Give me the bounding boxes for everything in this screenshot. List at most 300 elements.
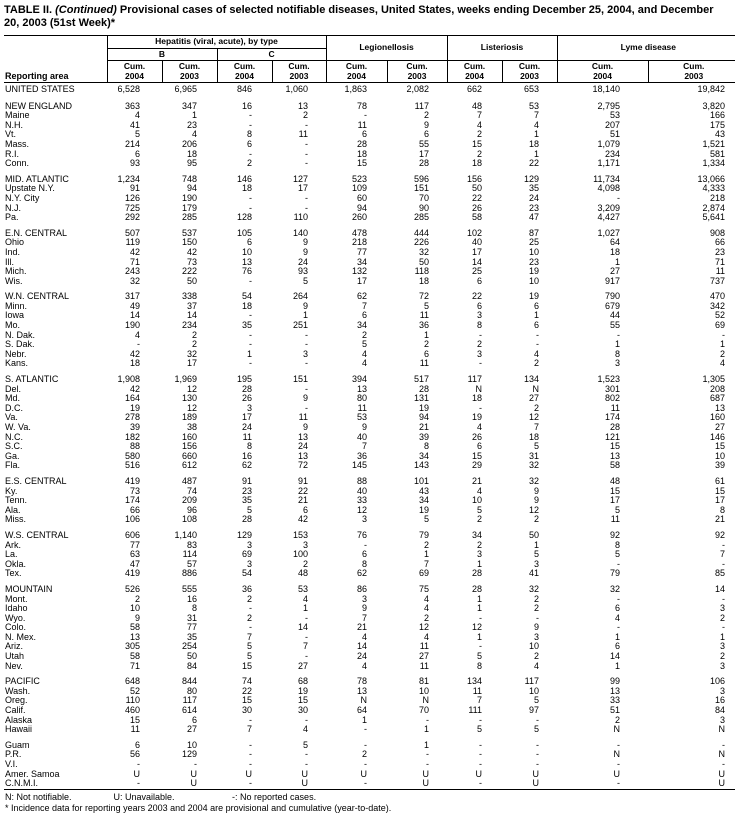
value-cell: 18 xyxy=(472,394,483,404)
value-cell: 1,305 xyxy=(702,374,726,385)
value-cell: 174 xyxy=(605,413,621,423)
value-cell: 2 xyxy=(424,340,430,350)
value-cell: 260 xyxy=(351,213,368,223)
value-cell: 301 xyxy=(605,384,621,394)
value-cell: 10 xyxy=(241,247,252,257)
value-cell: 1,521 xyxy=(702,139,726,149)
reporting-area-cell: W.S. CENTRAL xyxy=(5,529,69,540)
value-cell: 2 xyxy=(477,130,483,140)
value-cell: - xyxy=(249,779,252,789)
value-cell: 2 xyxy=(303,559,309,569)
value-cell: 278 xyxy=(124,413,140,423)
value-cell: 537 xyxy=(181,227,197,238)
value-cell: 39 xyxy=(419,432,430,442)
value-cell: U xyxy=(301,769,309,779)
value-cell: 3 xyxy=(477,550,483,560)
value-cell: 129 xyxy=(236,529,252,540)
value-cell: 61 xyxy=(715,475,726,486)
table-row xyxy=(4,442,735,452)
value-cell: 22 xyxy=(298,486,309,496)
value-cell: 1,334 xyxy=(702,159,726,169)
value-cell: 21 xyxy=(419,423,430,432)
value-cell: 679 xyxy=(605,301,621,311)
value-cell: 44 xyxy=(610,311,621,321)
value-cell: 5 xyxy=(246,652,252,662)
col-group-hepatitis: Hepatitis (viral, acute), by type xyxy=(107,36,326,49)
value-cell: 87 xyxy=(529,227,540,238)
value-cell: - xyxy=(536,330,540,340)
value-cell: 11 xyxy=(419,661,430,671)
col-header-reporting-area: Reporting area xyxy=(4,36,107,83)
value-cell: 62 xyxy=(357,291,368,302)
value-cell: 4 xyxy=(477,120,483,130)
value-cell: - xyxy=(617,779,621,789)
value-cell: 517 xyxy=(414,374,430,385)
reporting-area-cell: Idaho xyxy=(5,604,28,614)
value-cell: 150 xyxy=(181,238,197,248)
value-cell: 14 xyxy=(357,642,368,652)
reporting-area-cell: Del. xyxy=(5,384,22,394)
value-cell: 58 xyxy=(472,213,483,223)
value-cell: 35 xyxy=(186,632,197,642)
value-cell: 32 xyxy=(129,276,140,286)
value-cell: - xyxy=(305,359,309,369)
value-cell: 5 xyxy=(303,739,309,750)
value-cell: 160 xyxy=(710,413,726,423)
value-cell: 17 xyxy=(298,184,309,194)
reporting-area-cell: Ga. xyxy=(5,451,20,461)
table-row xyxy=(4,496,735,506)
value-cell: 5 xyxy=(615,550,621,560)
value-cell: 1 xyxy=(534,311,540,321)
value-cell: N xyxy=(613,750,621,760)
value-cell: 17 xyxy=(419,149,430,159)
value-cell: 1 xyxy=(615,340,621,350)
value-cell: 2 xyxy=(615,715,621,725)
value-cell: 3,820 xyxy=(702,100,726,111)
value-cell: N xyxy=(613,725,621,735)
value-cell: 99 xyxy=(610,676,621,687)
value-cell: 38 xyxy=(186,423,197,432)
value-cell: 15 xyxy=(472,139,483,149)
value-cell: - xyxy=(722,594,726,604)
value-cell: 83 xyxy=(186,540,197,550)
value-cell: 338 xyxy=(181,291,197,302)
legend-line xyxy=(5,792,732,803)
table-row xyxy=(4,150,735,160)
value-cell: 3 xyxy=(477,349,483,359)
value-cell: 195 xyxy=(236,374,252,385)
value-cell: U xyxy=(190,779,197,789)
value-cell: 30 xyxy=(241,706,252,716)
value-cell: 57 xyxy=(186,559,197,569)
value-cell: 4 xyxy=(134,330,140,340)
value-cell: 4 xyxy=(134,111,140,121)
value-cell: 70 xyxy=(419,193,430,203)
value-cell: 7 xyxy=(534,423,540,432)
value-cell: - xyxy=(249,311,252,321)
value-cell: 1 xyxy=(534,130,540,140)
reporting-area-cell: S.C. xyxy=(5,442,23,452)
value-cell: 11 xyxy=(298,413,309,423)
value-cell: 13 xyxy=(357,384,368,394)
value-cell: 23 xyxy=(529,257,540,267)
reporting-area-cell: Hawaii xyxy=(5,725,33,735)
table-row xyxy=(4,340,735,350)
reporting-area-cell: C.N.M.I. xyxy=(5,779,38,789)
reporting-area-cell: Tenn. xyxy=(5,496,28,506)
value-cell: 3 xyxy=(477,311,483,321)
reporting-area-cell: Fla. xyxy=(5,461,21,471)
value-cell: 2 xyxy=(362,330,368,340)
value-cell: 1 xyxy=(534,149,540,159)
value-cell: 27 xyxy=(419,652,430,662)
value-cell: 470 xyxy=(710,291,726,302)
value-cell: 47 xyxy=(529,213,540,223)
value-cell: 24 xyxy=(298,257,309,267)
value-cell: 130 xyxy=(181,394,197,404)
table-row xyxy=(4,331,735,341)
value-cell: - xyxy=(305,203,309,213)
value-cell: - xyxy=(249,203,252,213)
value-cell: 156 xyxy=(181,442,197,452)
value-cell: 3 xyxy=(720,604,726,614)
value-cell: 31 xyxy=(186,613,197,623)
value-cell: 6 xyxy=(477,442,483,452)
value-cell: 62 xyxy=(357,569,368,579)
value-cell: 18 xyxy=(472,159,483,169)
value-cell: - xyxy=(479,613,483,623)
value-cell: 14 xyxy=(472,257,483,267)
reporting-area-cell: W.N. CENTRAL xyxy=(5,291,70,302)
value-cell: - xyxy=(305,613,309,623)
table-row xyxy=(4,286,735,302)
value-cell: 15 xyxy=(610,442,621,452)
value-cell: 347 xyxy=(181,100,197,111)
value-cell: 106 xyxy=(710,676,726,687)
table-row xyxy=(4,696,735,706)
value-cell: 13 xyxy=(298,100,309,111)
value-cell: 9 xyxy=(303,238,309,248)
reporting-area-cell: Nev. xyxy=(5,661,23,671)
value-cell: 9 xyxy=(534,496,540,506)
reporting-area-cell: Guam xyxy=(5,739,30,750)
reporting-area-cell: Conn. xyxy=(5,159,30,169)
value-cell: - xyxy=(617,623,621,633)
value-cell: 1,060 xyxy=(285,84,309,94)
value-cell: - xyxy=(536,750,540,760)
value-cell: 1 xyxy=(477,594,483,604)
value-cell: 27 xyxy=(186,725,197,735)
value-cell: - xyxy=(249,604,252,614)
value-cell: 285 xyxy=(181,213,197,223)
table-row xyxy=(4,541,735,551)
value-cell: - xyxy=(617,559,621,569)
value-cell: 35 xyxy=(241,321,252,331)
value-cell: 10 xyxy=(529,642,540,652)
value-cell: 27 xyxy=(715,423,726,432)
value-cell: 15 xyxy=(472,451,483,461)
footnote-incidence: * Incidence data for reporting years 2003 and 2004 are provisional and cumulative (year-to-date). xyxy=(5,802,392,813)
value-cell: - xyxy=(617,193,621,203)
value-cell: 22 xyxy=(472,291,483,302)
value-cell: 1 xyxy=(424,550,430,560)
value-cell: - xyxy=(305,340,309,350)
value-cell: 305 xyxy=(124,642,140,652)
value-cell: 3 xyxy=(615,359,621,369)
value-cell: 51 xyxy=(610,130,621,140)
value-cell: 11 xyxy=(130,725,140,735)
value-cell: 32 xyxy=(529,461,540,471)
value-cell: 8 xyxy=(246,442,252,452)
table-row xyxy=(4,461,735,471)
value-cell: 581 xyxy=(710,149,726,159)
value-cell: 28 xyxy=(357,139,368,149)
value-cell: 23 xyxy=(186,120,197,130)
value-cell: 13 xyxy=(610,451,621,461)
value-cell: 9 xyxy=(362,604,368,614)
value-cell: 11 xyxy=(472,686,483,696)
value-cell: 166 xyxy=(710,111,726,121)
value-cell: 612 xyxy=(181,461,197,471)
value-cell: 1 xyxy=(720,340,726,350)
value-cell: 189 xyxy=(181,413,197,423)
value-cell: 73 xyxy=(186,257,197,267)
value-cell: 92 xyxy=(610,529,621,540)
value-cell: 94 xyxy=(419,413,430,423)
value-cell: 7 xyxy=(362,613,368,623)
value-cell: 18 xyxy=(419,276,430,286)
value-cell: 105 xyxy=(236,227,252,238)
value-cell: 5 xyxy=(134,130,140,140)
value-cell: 78 xyxy=(357,676,368,687)
value-cell: - xyxy=(137,779,140,789)
table-row xyxy=(4,248,735,258)
value-cell: 10 xyxy=(529,247,540,257)
value-cell: 91 xyxy=(129,184,140,194)
table-row xyxy=(4,404,735,414)
value-cell: 13 xyxy=(298,451,309,461)
value-cell: 72 xyxy=(298,461,309,471)
value-cell: 90 xyxy=(419,203,430,213)
value-cell: 4 xyxy=(534,120,540,130)
value-cell: 53 xyxy=(529,100,540,111)
value-cell: 6 xyxy=(534,321,540,331)
value-cell: 7 xyxy=(477,696,483,706)
value-cell: 8 xyxy=(246,130,252,140)
value-cell: 26 xyxy=(241,394,252,404)
value-cell: 74 xyxy=(186,486,197,496)
value-cell: 6 xyxy=(424,130,430,140)
value-cell: 6 xyxy=(362,130,368,140)
value-cell: 4 xyxy=(477,486,483,496)
value-cell: - xyxy=(722,739,726,750)
value-cell: 4 xyxy=(424,604,430,614)
value-cell: U xyxy=(190,769,197,779)
table-row xyxy=(4,642,735,652)
table-row xyxy=(4,159,735,169)
value-cell: 39 xyxy=(129,423,140,432)
value-cell: 10 xyxy=(419,686,430,696)
value-cell: - xyxy=(617,739,621,750)
value-cell: 16 xyxy=(241,451,252,461)
legend-not-notifiable: N: Not notifiable. xyxy=(5,791,72,802)
value-cell: 2 xyxy=(720,652,726,662)
value-cell: 1 xyxy=(362,715,368,725)
value-cell: 41 xyxy=(129,120,140,130)
value-cell: 53 xyxy=(298,583,309,594)
value-cell: 12 xyxy=(472,623,483,633)
reporting-area-cell: E.N. CENTRAL xyxy=(5,227,68,238)
value-cell: 17 xyxy=(241,413,252,423)
table-row xyxy=(4,550,735,560)
value-cell: 25 xyxy=(529,238,540,248)
value-cell: 13 xyxy=(610,686,621,696)
reporting-area-cell: Calif. xyxy=(5,706,26,716)
value-cell: - xyxy=(249,750,252,760)
value-cell: 1 xyxy=(477,604,483,614)
disease-table xyxy=(4,35,735,790)
value-cell: - xyxy=(426,760,430,769)
col-header-hepc-cum-2003: Cum. 2003 xyxy=(272,61,326,83)
value-cell: U xyxy=(532,769,540,779)
value-cell: 222 xyxy=(181,267,197,277)
value-cell: 25 xyxy=(472,267,483,277)
value-cell: 182 xyxy=(124,432,140,442)
value-cell: 243 xyxy=(124,267,140,277)
value-cell: 10 xyxy=(186,739,197,750)
value-cell: 1,027 xyxy=(597,227,621,238)
value-cell: 2 xyxy=(362,750,368,760)
value-cell: 17 xyxy=(186,359,197,369)
table-row xyxy=(4,604,735,614)
value-cell: 3,209 xyxy=(597,203,621,213)
value-cell: 42 xyxy=(129,247,140,257)
value-cell: 31 xyxy=(529,451,540,461)
table-row xyxy=(4,238,735,248)
value-cell: 55 xyxy=(419,139,430,149)
value-cell: U xyxy=(422,769,430,779)
col-subgroup-hepatitis-c: C xyxy=(217,48,326,61)
value-cell: 58 xyxy=(129,623,140,633)
value-cell: 28 xyxy=(241,384,252,394)
table-row xyxy=(4,515,735,525)
col-group-legionellosis: Legionellosis xyxy=(326,36,447,61)
value-cell: 5 xyxy=(615,505,621,515)
value-cell: 2 xyxy=(534,594,540,604)
value-cell: 19 xyxy=(472,413,483,423)
value-cell: 5 xyxy=(303,276,309,286)
value-cell: 48 xyxy=(472,100,483,111)
value-cell: 129 xyxy=(181,750,197,760)
value-cell: 53 xyxy=(357,413,368,423)
reporting-area-cell: V.I. xyxy=(5,760,18,769)
table-row xyxy=(4,267,735,277)
value-cell: - xyxy=(305,139,309,149)
reporting-area-cell: P.R. xyxy=(5,750,22,760)
value-cell: 264 xyxy=(292,291,309,302)
value-cell: 1,969 xyxy=(174,374,197,385)
value-cell: 292 xyxy=(124,213,140,223)
value-cell: - xyxy=(617,330,621,340)
value-cell: 2 xyxy=(191,330,197,340)
value-cell: 19 xyxy=(419,403,430,413)
value-cell: 117 xyxy=(524,676,540,687)
value-cell: 2 xyxy=(424,613,430,623)
value-cell: - xyxy=(249,149,252,159)
value-cell: 117 xyxy=(467,374,483,385)
table-row xyxy=(4,258,735,268)
value-cell: 50 xyxy=(186,652,197,662)
value-cell: 254 xyxy=(181,642,197,652)
value-cell: 13 xyxy=(129,632,140,642)
col-group-listeriosis: Listeriosis xyxy=(447,36,557,61)
value-cell: 4 xyxy=(362,349,368,359)
value-cell: 118 xyxy=(414,267,430,277)
value-cell: 131 xyxy=(414,394,430,404)
reporting-area-cell: N.H. xyxy=(5,120,23,130)
value-cell: 76 xyxy=(357,529,368,540)
value-cell: - xyxy=(305,760,309,769)
table-row xyxy=(4,223,735,239)
value-cell: 19 xyxy=(129,403,140,413)
value-cell: 17 xyxy=(472,247,483,257)
value-cell: 151 xyxy=(414,184,430,194)
col-group-lyme-disease: Lyme disease xyxy=(557,36,735,61)
value-cell: N xyxy=(422,696,430,706)
value-cell: 9 xyxy=(534,623,540,633)
value-cell: 614 xyxy=(181,706,197,716)
value-cell: - xyxy=(536,715,540,725)
value-cell: 4 xyxy=(303,594,309,604)
value-cell: - xyxy=(194,760,197,769)
reporting-area-cell: Mont. xyxy=(5,594,28,604)
value-cell: 1 xyxy=(246,349,252,359)
value-cell: 9 xyxy=(534,486,540,496)
value-cell: 16 xyxy=(186,594,197,604)
value-cell: - xyxy=(479,359,483,369)
value-cell: 17 xyxy=(610,496,621,506)
value-cell: 15 xyxy=(715,442,726,452)
value-cell: 23 xyxy=(715,247,726,257)
value-cell: - xyxy=(249,739,252,750)
value-cell: 218 xyxy=(710,193,726,203)
table-row xyxy=(4,671,735,687)
value-cell: - xyxy=(249,623,252,633)
table-row xyxy=(4,452,735,462)
value-cell: - xyxy=(426,750,430,760)
value-cell: U xyxy=(133,769,140,779)
reporting-area-cell: Mich. xyxy=(5,267,27,277)
reporting-area-cell: D.C. xyxy=(5,403,23,413)
value-cell: 110 xyxy=(125,696,140,706)
value-cell: 68 xyxy=(298,676,309,687)
value-cell: 15 xyxy=(610,486,621,496)
value-cell: 17 xyxy=(715,496,726,506)
reporting-area-cell: Md. xyxy=(5,394,21,404)
table-row xyxy=(4,359,735,369)
value-cell: 18 xyxy=(241,184,252,194)
col-header-hepb-cum-2004: Cum. 2004 xyxy=(107,61,162,83)
value-cell: 32 xyxy=(186,349,197,359)
value-cell: - xyxy=(364,111,368,121)
value-cell: 7 xyxy=(362,301,368,311)
title-continued: (Continued) xyxy=(55,4,117,16)
value-cell: 91 xyxy=(241,475,252,486)
col-header-lyme-cum-2003: Cum. 2003 xyxy=(648,61,735,83)
value-cell: 22 xyxy=(529,159,540,169)
value-cell: 14 xyxy=(610,652,621,662)
